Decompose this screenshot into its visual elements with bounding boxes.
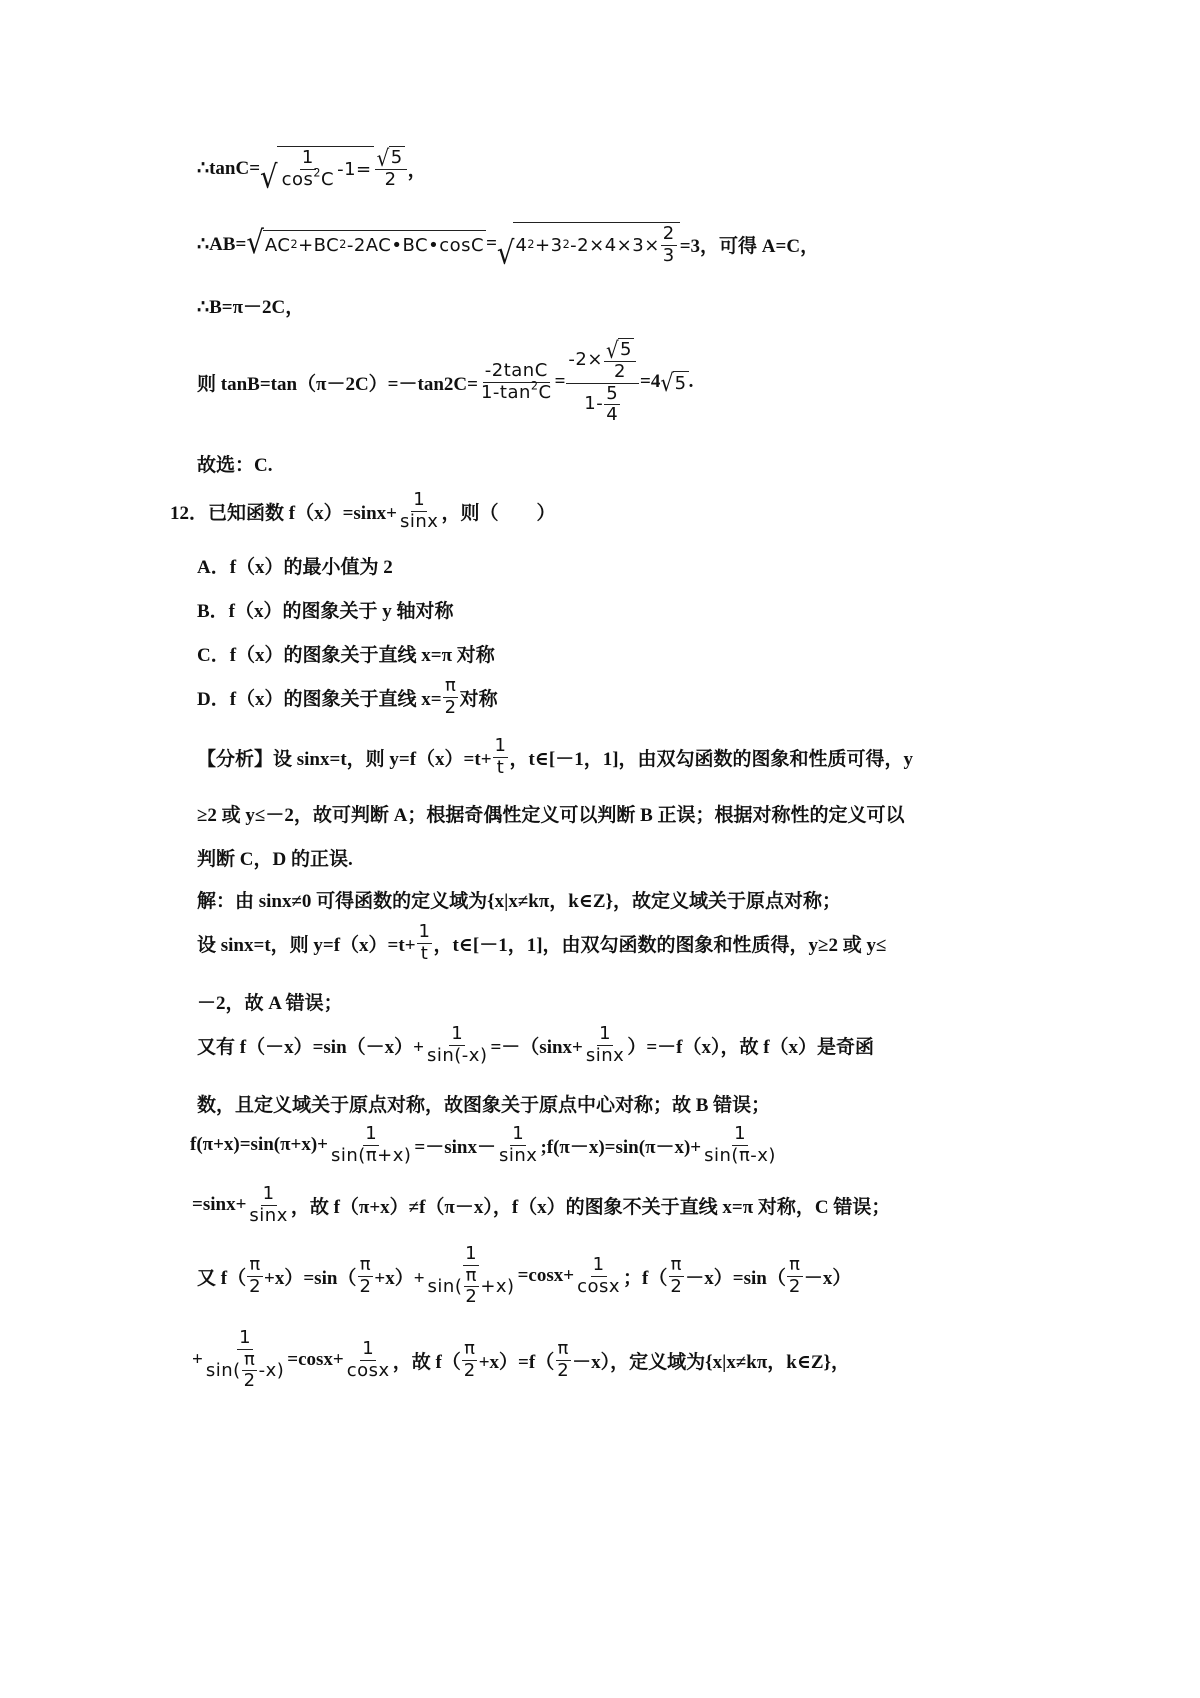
fraction: $\frac{1}{\sin x}$ [249, 1183, 288, 1226]
compound-fraction: 1 sin( $\frac{\pi}{2}$ -x) [205, 1327, 285, 1392]
line-answer: 故选：C. [197, 455, 273, 476]
fraction: $\frac{\pi}{2}$ [788, 1253, 801, 1297]
option-a: A．f（x）的最小值为 2 [197, 557, 393, 578]
compound-fraction: -2× √ 5 2 1- $\frac{5}{4}$ [566, 338, 639, 426]
line-tanb: 则 tanB=tan（π－2C）=－tan2C= $\frac{-2\tan C}{1-\tan^2C}$ = -2× √ 5 2 1- $\frac{5}{4}$ =4 √ 5 . [197, 337, 694, 426]
line-tanc: ∴tanC= √ $\frac{1}{\cos^2C}$ -1= √ 5 2 ， [197, 145, 427, 196]
fraction: $\frac{\pi}{2}$ [359, 1253, 372, 1297]
solution-line-3: －2，故 A 错误； [197, 993, 343, 1014]
fraction: $\frac{\pi}{2}$ [463, 1337, 476, 1381]
sqrt: √ $\frac{1}{\cos^2C}$ -1= [260, 147, 372, 196]
solution-line-4: 又有 f（－x）=sin（－x）+ $\frac{1}{\sin(-x)}$ =－（sinx+ $\frac{1}{\sin x}$ ）=－f（x），故 f（x）是奇函 [197, 1023, 875, 1066]
solution-line-9: + 1 sin( $\frac{\pi}{2}$ -x) =cosx+ $\frac{1}{\cos x}$ ，故 f（ $\frac{\pi}{2}$ +x）=f（ $\frac{\pi}{2}$ －x），定义域为{x|x≠kπ，k∈Z}， [192, 1327, 851, 1392]
fraction: $\frac{1}{\sin(\pi-x)}$ [704, 1123, 776, 1166]
fraction: $\frac{\pi}{2}$ [670, 1253, 683, 1297]
fraction: $\frac{\pi}{2}$ [249, 1253, 262, 1297]
fraction: $\frac{1}{t}$ [494, 735, 507, 778]
fraction: $\frac{\pi}{2}$ [444, 675, 457, 718]
fraction: $\frac{1}{\cos x}$ [577, 1253, 621, 1297]
fraction: $\frac{1}{\cos x}$ [346, 1337, 390, 1381]
analysis-line-3: 判断 C，D 的正误. [197, 849, 353, 870]
analysis-line-1: 【分析】设 sinx=t，则 y=f（x）=t+ $\frac{1}{t}$ ，t∈[－1，1]，由双勾函数的图象和性质可得，y [197, 735, 914, 778]
solution-line-5: 数，且定义域关于原点对称，故图象关于原点中心对称；故 B 错误； [197, 1095, 771, 1116]
question-12: 12．已知函数 f（x）=sinx+ $\frac{1}{\sin x}$ ，则（ ） [170, 489, 556, 532]
fraction: $\frac{1}{\sin x}$ [399, 489, 439, 532]
fraction: $\frac{1}{\cos^2C}$ [281, 147, 335, 190]
sqrt: √ 4 2 +3 2 -2×4×3× $\frac{2}{3}$ [497, 222, 680, 266]
line-ab: ∴AB= √ AC 2 +BC 2 -2AC•BC•cosC = √ 4 2 +3 2 -2×4×3× $\frac{2}{3}$ =3，可得 A=C， [197, 223, 820, 272]
fraction: $\frac{1}{\sin(-x)}$ [426, 1023, 488, 1066]
fraction: √ 5 2 [375, 146, 407, 190]
option-b: B．f（x）的图象关于 y 轴对称 [197, 601, 454, 622]
fraction: $\frac{1}{\sin x}$ [585, 1023, 625, 1066]
sqrt: √ 5 [660, 368, 687, 397]
line-b: ∴B=π－2C， [197, 297, 305, 318]
option-d: D．f（x）的图象关于直线 x= $\frac{\pi}{2}$ 对称 [197, 675, 498, 718]
analysis-line-2: ≥2 或 y≤－2，故可判断 A；根据奇偶性定义可以判断 B 正误；根据对称性的定义可以 [197, 805, 905, 826]
solution-line-2: 设 sinx=t，则 y=f（x）=t+ $\frac{1}{t}$ ，t∈[－1，1]，由双勾函数的图象和性质得，y≥2 或 y≤ [197, 921, 887, 964]
solution-line-6: f(π+x)=sin(π+x)+ $\frac{1}{\sin(\pi+x)}$ =－sinx－ $\frac{1}{\sin x}$ ;f(π－x)=sin(π－x)+ $\frac{1}{\sin(\pi-x)}$ [190, 1123, 776, 1166]
fraction: $\frac{1}{\sin x}$ [499, 1123, 538, 1166]
compound-fraction: 1 sin( $\frac{\pi}{2}$ +x) [427, 1243, 515, 1308]
fraction: $\frac{\pi}{2}$ [557, 1337, 570, 1381]
solution-line-1: 解：由 sinx≠0 可得函数的定义域为{x|x≠kπ，k∈Z}，故定义域关于原点对称； [197, 891, 842, 912]
fraction: $\frac{2}{3}$ [662, 223, 675, 266]
solution-line-7: =sinx+ $\frac{1}{\sin x}$ ，故 f（π+x）≠f（π－x），f（x）的图象不关于直线 x=π 对称，C 错误； [192, 1183, 891, 1226]
text: ∴tanC= [197, 157, 261, 179]
solution-line-8: 又 f（ $\frac{\pi}{2}$ +x）=sin（ $\frac{\pi}{2}$ +x）+ 1 sin( $\frac{\pi}{2}$ +x) =cosx+ $\frac{1}{\cos x}$ ；f（ $\frac{\pi}{2}$ －x）=sin（ $\frac{\pi}{2}$ －x） [197, 1243, 852, 1308]
sqrt: √ AC 2 +BC 2 -2AC•BC•cosC [246, 224, 485, 262]
fraction: $\frac{1}{\sin(\pi+x)}$ [331, 1123, 412, 1166]
option-c: C．f（x）的图象关于直线 x=π 对称 [197, 645, 495, 666]
fraction: $\frac{1}{t}$ [418, 921, 431, 964]
fraction: $\frac{-2\tan C}{1-\tan^2C}$ [480, 359, 552, 403]
